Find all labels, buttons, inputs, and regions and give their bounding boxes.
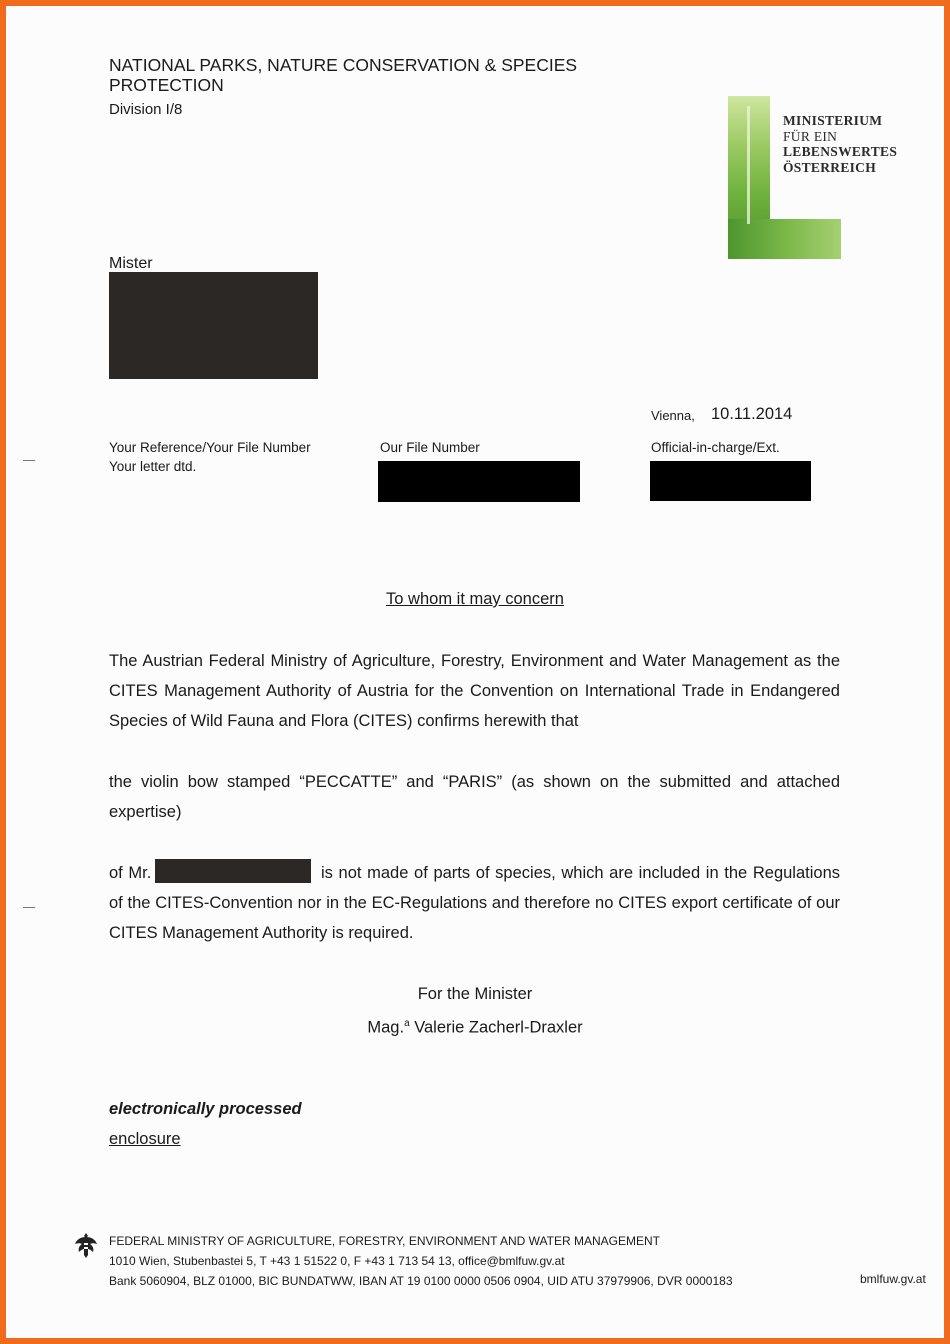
footer-bank: Bank 5060904, BLZ 01000, BIC BUNDATWW, IBAN AT 19 0100 0000 0506 0904, UID ATU 37979906, DVR 0000183: [109, 1274, 733, 1288]
footer-ministry: FEDERAL MINISTRY OF AGRICULTURE, FORESTRY, ENVIRONMENT AND WATER MANAGEMENT: [109, 1234, 660, 1248]
paragraph-3-prefix: of Mr.: [109, 864, 152, 882]
signature-for-minister: For the Minister: [417, 985, 533, 1003]
logo-line-3: LEBENSWERTES: [783, 144, 898, 159]
paragraph-2: the violin bow stamped “PECCATTE” and “PARIS” (as shown on the submitted and attached expertise): [109, 773, 840, 822]
logo-stem-icon: [747, 106, 750, 224]
logo-line-4: ÖSTERREICH: [783, 159, 877, 175]
signature-person: Valerie Zacherl-Draxler: [409, 1018, 583, 1037]
austrian-eagle-icon: [74, 1231, 98, 1259]
redacted-address: [109, 272, 318, 379]
signature-title-sup: a: [404, 1018, 410, 1029]
letter-date: 10.11.2014: [711, 405, 793, 423]
recipient-salutation: Mister: [109, 255, 153, 272]
logo-grass-image: [728, 219, 841, 259]
letter-subject: [6, 590, 944, 609]
footer-website: bmlfuw.gv.at: [860, 1272, 926, 1286]
logo-line-1: MINISTERIUM: [783, 113, 883, 128]
letter-place: Vienna,: [651, 408, 695, 423]
department-heading: NATIONAL PARKS, NATURE CONSERVATION & SPECIES PROTECTION: [109, 55, 578, 95]
official-in-charge-label: Official-in-charge/Ext.: [651, 440, 780, 455]
electronically-processed-note: electronically processed: [109, 1100, 302, 1118]
redacted-name: [155, 859, 311, 883]
logo-text: [783, 113, 897, 175]
redacted-file-number: [378, 461, 580, 502]
subject-text: To whom it may concern: [386, 590, 564, 608]
our-file-number-label: Our File Number: [380, 440, 480, 455]
paragraph-3: [109, 858, 840, 949]
logo-line-2: FÜR EIN: [783, 128, 838, 144]
ministry-logo: [728, 96, 914, 260]
reference-labels: [109, 438, 311, 476]
redacted-official: [650, 461, 811, 501]
division-label: Division I/8: [109, 101, 183, 118]
paragraph-3-text: is not made of parts of species, which are included in the Regulations of the CITES-Convention nor in the EC-Regulations and therefore no CITES export certificate of our CITES Management Authority is required.: [109, 864, 840, 943]
fold-mark: [23, 460, 35, 461]
your-letter-date-label: Your letter dtd.: [109, 459, 197, 474]
paragraph-1: The Austrian Federal Ministry of Agriculture, Forestry, Environment and Water Management as the CITES Management Authority of Austria for the Convention on International Trade in Endangered Species of Wild Fauna and Flora (CITES) confirms herewith that: [109, 652, 840, 731]
enclosure-note: enclosure: [109, 1130, 181, 1148]
signature-title: Mag.: [367, 1018, 405, 1037]
footer-address: 1010 Wien, Stubenbastei 5, T +43 1 51522 0, F +43 1 713 54 13, office@bmlfuw.gv.at: [109, 1254, 565, 1268]
your-reference-label: Your Reference/Your File Number: [109, 440, 311, 455]
signature-name: [6, 1009, 944, 1043]
fold-mark: [23, 907, 35, 908]
